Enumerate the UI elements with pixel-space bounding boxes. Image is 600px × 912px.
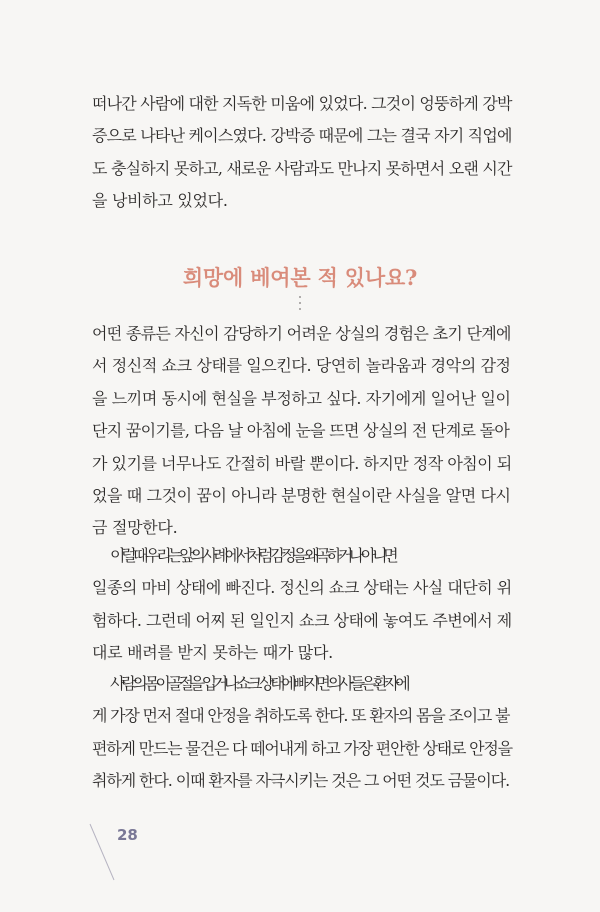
text-line: 대로 배려를 받지 못하는 때가 많다. [92,643,333,663]
text-line: 금 절망한다. [92,518,178,538]
text-line: 떠나간 사람에 대한 지독한 미움에 있었다. 그것이 엉뚱하게 강박 [92,94,512,113]
text-line: 이럴 때 우리는 앞의 사례에서처럼 감정을 왜곡하거나 아니면 [110,546,395,565]
paragraph-2 [92,540,512,670]
text-line: 편하게 만드는 물건은 다 떼어내게 하고 가장 편안한 상태로 안정을 [92,738,512,758]
text-line: 일종의 마비 상태에 빠진다. 정신의 쇼크 상태는 사실 대단히 위 [92,578,512,598]
text-line: 사람의 몸이 골절을 입거나 쇼크 상태에 빠지면 의사들은 환자에 [110,674,407,693]
text-line: 서 정신적 쇼크 상태를 일으킨다. 당연히 놀라움과 경악의 감정 [92,356,511,376]
text-line: 가 있기를 너무나도 간절히 바랄 뿐이다. 하지만 정작 아침이 되 [92,453,512,473]
paragraph-3 [92,668,512,798]
text-line: 도 충실하지 못하고, 새로운 사람과도 만나지 못하면서 오랜 시간 [92,158,512,178]
text-line: 을 낭비하고 있었다. [92,191,228,211]
text-line: 단지 꿈이기를, 다음 날 아침에 눈을 뜨면 상실의 전 단계로 돌아 [92,421,510,441]
text-line: 취하게 한다. 이때 환자를 자극시키는 것은 그 어떤 것도 금물이다. [92,771,510,791]
page-corner-slash-decoration [88,822,118,882]
section-heading: 희망에 베여본 적 있나요? [182,265,418,290]
text-line: 어떤 종류든 자신이 감당하기 어려운 상실의 경험은 초기 단계에 [92,324,511,343]
text-line: 험하다. 그런데 어찌 된 일인지 쇼크 상태에 놓여도 주변에서 제 [92,610,512,630]
paragraph-top [92,88,512,218]
text-line: 게 가장 먼저 절대 안정을 취하도록 한다. 또 환자의 몸을 조이고 불 [92,706,510,726]
paragraph-1 [92,318,512,545]
text-line: 증으로 나타난 케이스였다. 강박증 때문에 그는 결국 자기 직업에 [92,126,512,146]
vertical-dots-ornament [297,296,303,314]
page-number: 28 [117,826,138,844]
text-line: 을 느끼며 동시에 현실을 부정하고 싶다. 자기에게 일어난 일이 [92,388,511,408]
text-line: 었을 때 그것이 꿈이 아니라 분명한 현실이란 사실을 알면 다시 [92,486,511,506]
